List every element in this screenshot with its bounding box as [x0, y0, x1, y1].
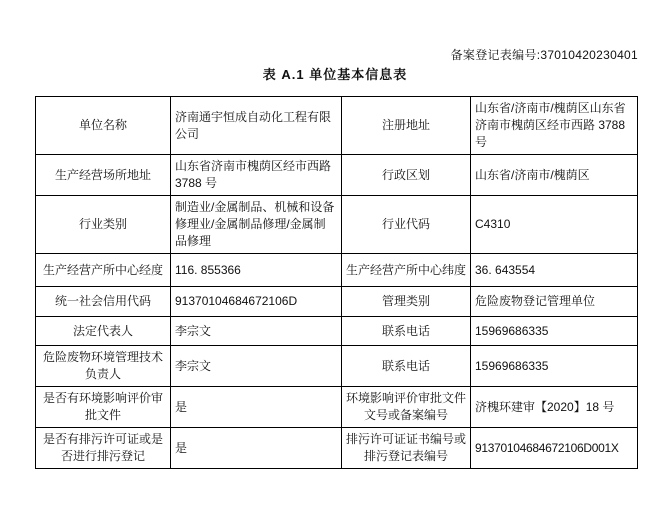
registered-address-label: 注册地址 [342, 97, 471, 155]
legal-rep-value: 李宗文 [171, 317, 342, 346]
table-row-hw-tech-manager [36, 346, 638, 387]
has-eia-approval-value: 是 [171, 387, 342, 428]
has-eia-approval-label: 是否有环境影响评价审批文件 [36, 387, 171, 428]
hw-tech-manager-value: 李宗文 [171, 346, 342, 387]
management-category-value: 危险废物登记管理单位 [471, 287, 638, 317]
discharge-permit-number-label: 排污许可证证书编号或排污登记表编号 [342, 428, 471, 469]
legal-rep-label: 法定代表人 [36, 317, 171, 346]
page-title: 表 A.1 单位基本信息表 [262, 67, 408, 82]
eia-doc-number-label: 环境影响评价审批文件文号或备案编号 [342, 387, 471, 428]
industry-category-label: 行业类别 [36, 196, 171, 254]
industry-code-label: 行业代码 [342, 196, 471, 254]
admin-division-value: 山东省/济南市/槐荫区 [471, 155, 638, 196]
table-row-unit-name [36, 97, 638, 155]
unit-name-value: 济南通宇恒成自动化工程有限公司 [171, 97, 342, 155]
unit-name-label: 单位名称 [36, 97, 171, 155]
hw-contact-phone-label: 联系电话 [342, 346, 471, 387]
table-row-industry [36, 196, 638, 254]
center-longitude-value: 116. 855366 [171, 254, 342, 287]
eia-doc-number-value: 济槐环建审【2020】18 号 [471, 387, 638, 428]
industry-category-value: 制造业/金属制品、机械和设备修理业/金属制品修理/金属制品修理 [171, 196, 342, 254]
table-row-eia-approval [36, 387, 638, 428]
credit-code-value: 91370104684672106D [171, 287, 342, 317]
has-discharge-permit-label: 是否有排污许可证或是否进行排污登记 [36, 428, 171, 469]
table-row-credit-code [36, 287, 638, 317]
table-row-premises-address [36, 155, 638, 196]
management-category-label: 管理类别 [342, 287, 471, 317]
hw-tech-manager-label: 危险废物环境管理技术负责人 [36, 346, 171, 387]
contact-phone-value: 15969686335 [471, 317, 638, 346]
credit-code-label: 统一社会信用代码 [36, 287, 171, 317]
center-latitude-label: 生产经营产所中心纬度 [342, 254, 471, 287]
table-row-legal-representative [36, 317, 638, 346]
premises-address-label: 生产经营场所地址 [36, 155, 171, 196]
table-row-discharge-permit [36, 428, 638, 469]
industry-code-value: C4310 [471, 196, 638, 254]
center-longitude-label: 生产经营产所中心经度 [36, 254, 171, 287]
record-registration-number: 备案登记表编号:37010420230401 [450, 48, 638, 62]
registered-address-value: 山东省/济南市/槐荫区山东省济南市槐荫区经市西路 3788 号 [471, 97, 638, 155]
unit-basic-info-table [35, 96, 638, 469]
discharge-permit-number-value: 91370104684672106D001X [471, 428, 638, 469]
center-latitude-value: 36. 643554 [471, 254, 638, 287]
has-discharge-permit-value: 是 [171, 428, 342, 469]
contact-phone-label: 联系电话 [342, 317, 471, 346]
admin-division-label: 行政区划 [342, 155, 471, 196]
premises-address-value: 山东省济南市槐荫区经市西路 3788 号 [171, 155, 342, 196]
hw-contact-phone-value: 15969686335 [471, 346, 638, 387]
table-row-coordinates [36, 254, 638, 287]
